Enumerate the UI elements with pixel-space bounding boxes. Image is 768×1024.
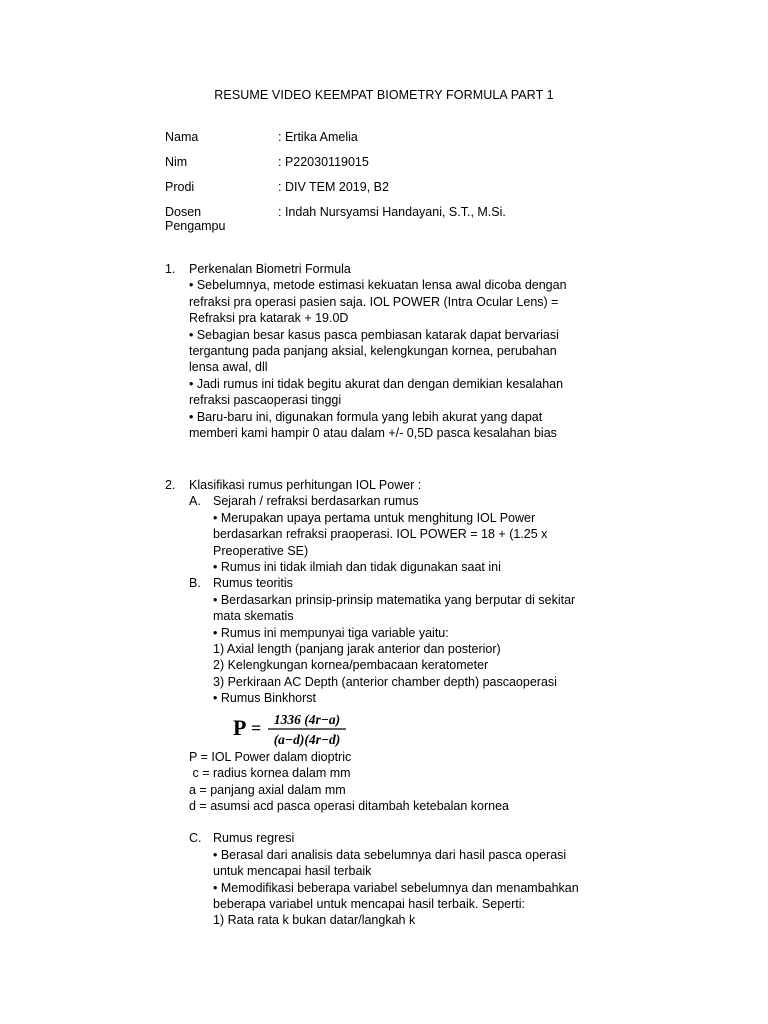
info-value: : Indah Nursyamsi Handayani, S.T., M.Si. bbox=[278, 205, 506, 219]
subsection-title: Rumus teoritis bbox=[213, 576, 293, 591]
definition-line: P = IOL Power dalam dioptric bbox=[189, 749, 352, 764]
text-line: • Rumus ini mempunyai tiga variable yaitu: bbox=[213, 625, 449, 640]
text-line: 1) Axial length (panjang jarak anterior dan posterior) bbox=[213, 642, 501, 657]
section-heading bbox=[165, 477, 605, 493]
subsection-b-heading bbox=[165, 575, 605, 591]
subsection-title: Rumus regresi bbox=[213, 831, 295, 846]
subsection-c-heading bbox=[165, 830, 605, 846]
info-label: Prodi bbox=[165, 180, 195, 194]
subsection-letter: A. bbox=[189, 494, 201, 509]
text-line: untuk mencapai hasil terbaik bbox=[213, 864, 372, 879]
text-line: 3) Perkiraan AC Depth (anterior chamber depth) pascaoperasi bbox=[213, 674, 557, 689]
text-line: • Sebelumnya, metode estimasi kekuatan lensa awal dicoba dengan bbox=[189, 278, 567, 293]
text-line: refraksi pra operasi pasien saja. IOL POWER (Intra Ocular Lens) = bbox=[189, 294, 559, 309]
section-1 bbox=[165, 261, 605, 441]
section-number: 1. bbox=[165, 262, 176, 276]
text-line: • Berdasarkan prinsip-prinsip matematika yang berputar di sekitar bbox=[213, 592, 576, 607]
subsection-letter: B. bbox=[189, 576, 201, 591]
info-label: Nama bbox=[165, 130, 199, 144]
info-label: Nim bbox=[165, 155, 188, 169]
text-line: mata skematis bbox=[213, 609, 294, 624]
text-line: 2) Kelengkungan kornea/pembacaan keratometer bbox=[213, 658, 489, 673]
formula-graphic bbox=[231, 709, 361, 749]
info-value: : DIV TEM 2019, B2 bbox=[278, 180, 389, 194]
binkhorst-formula bbox=[231, 709, 605, 749]
text-line: • Merupakan upaya pertama untuk menghitung IOL Power bbox=[213, 510, 536, 525]
text-line: lensa awal, dll bbox=[189, 360, 268, 375]
subsection-a-heading bbox=[165, 493, 605, 509]
text-line: berdasarkan refraksi praoperasi. IOL POWER = 18 + (1.25 x bbox=[213, 527, 548, 542]
text-line: 1) Rata rata k bukan datar/langkah k bbox=[213, 913, 416, 928]
formula-equals: = bbox=[251, 717, 262, 738]
text-line: • Berasal dari analisis data sebelumnya dari hasil pasca operasi bbox=[213, 847, 567, 862]
text-line: beberapa variabel untuk mencapai hasil terbaik. Seperti: bbox=[213, 896, 525, 911]
document-title: RESUME VIDEO KEEMPAT BIOMETRY FORMULA PART 1 bbox=[214, 88, 554, 102]
definition-line: a = panjang axial dalam mm bbox=[189, 782, 346, 797]
text-line: • Rumus Binkhorst bbox=[213, 691, 317, 706]
text-line: Preoperative SE) bbox=[213, 543, 309, 558]
section-2 bbox=[165, 477, 605, 929]
info-label: Dosen Pengampu bbox=[165, 205, 226, 233]
formula-denominator: (a−d)(4r−d) bbox=[273, 731, 341, 747]
text-line: • Rumus ini tidak ilmiah dan tidak digunakan saat ini bbox=[213, 560, 501, 575]
definition-line: c = radius kornea dalam mm bbox=[189, 766, 351, 781]
subsection-title: Sejarah / refraksi berdasarkan rumus bbox=[213, 494, 419, 509]
section-title: Klasifikasi rumus perhitungan IOL Power : bbox=[189, 478, 422, 492]
text-line: Refraksi pra katarak + 19.0D bbox=[189, 311, 349, 326]
text-line: • Memodifikasi beberapa variabel sebelumnya dan menambahkan bbox=[213, 880, 579, 895]
section-title: Perkenalan Biometri Formula bbox=[189, 262, 351, 276]
text-line: refraksi pascaoperasi tinggi bbox=[189, 393, 342, 408]
definition-line: d = asumsi acd pasca operasi ditambah ketebalan kornea bbox=[189, 798, 509, 813]
text-line: • Baru-baru ini, digunakan formula yang lebih akurat yang dapat bbox=[189, 409, 543, 424]
text-line: memberi kami hampir 0 atau dalam +/- 0,5D pasca kesalahan bias bbox=[189, 426, 557, 441]
text-line: tergantung pada panjang aksial, kelengkungan kornea, perubahan bbox=[189, 344, 557, 359]
text-line: • Sebagian besar kasus pasca pembiasan katarak dapat bervariasi bbox=[189, 327, 559, 342]
info-value: : Ertika Amelia bbox=[278, 130, 358, 144]
formula-numerator: 1336 (4r−a) bbox=[273, 711, 341, 727]
formula-lhs: P bbox=[233, 714, 247, 740]
spacer bbox=[165, 814, 605, 830]
info-value: : P22030119015 bbox=[278, 155, 369, 169]
section-number: 2. bbox=[165, 478, 176, 492]
subsection-letter: C. bbox=[189, 831, 202, 846]
text-line: • Jadi rumus ini tidak begitu akurat dan dengan demikian kesalahan bbox=[189, 376, 564, 391]
section-heading bbox=[165, 261, 605, 277]
